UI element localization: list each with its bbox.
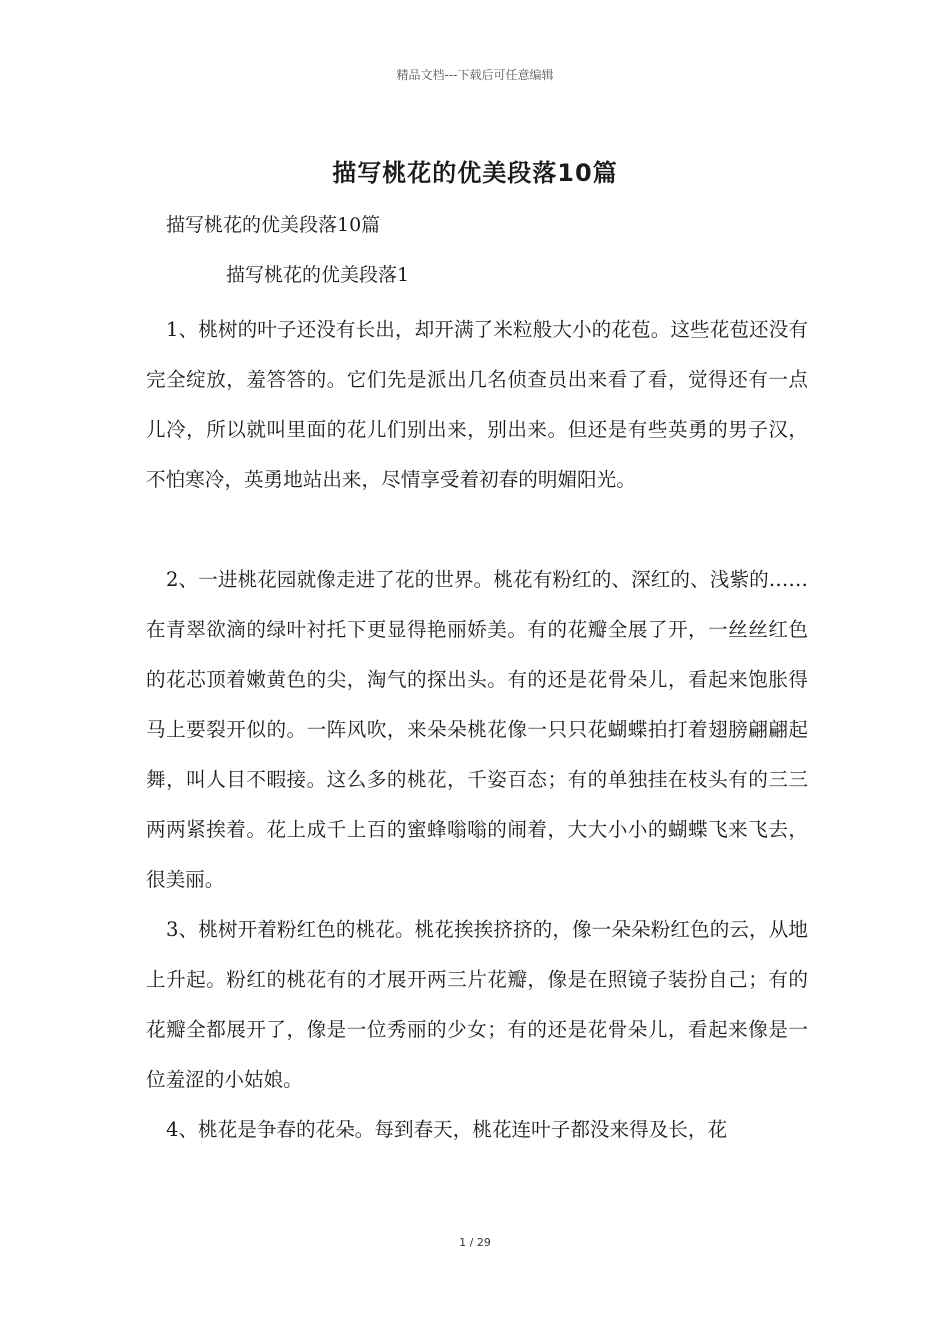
document-subtitle: 描写桃花的优美段落10篇 — [166, 214, 381, 236]
page-number: 1 / 29 — [459, 1236, 491, 1249]
paragraph-1: 1、桃树的叶子还没有长出，却开满了米粒般大小的花苞。这些花苞还没有完全绽放，羞答答的。它们先是派出几名侦查员出来看了看，觉得还有一点儿冷，所以就叫里面的花儿们别出来，别出来。但还是有些英勇的男子汉，不怕寒冷，英勇地站出来，尽情享受着初春的明媚阳光。 — [146, 318, 808, 491]
paragraph-4: 4、桃花是争春的花朵。每到春天，桃花连叶子都没来得及长，花 — [166, 1118, 728, 1141]
section-heading: 描写桃花的优美段落1 — [226, 264, 410, 286]
paragraph-3: 3、桃树开着粉红色的桃花。桃花挨挨挤挤的，像一朵朵粉红色的云，从地上升起。粉红的桃花有的才展开两三片花瓣，像是在照镜子装扮自己；有的花瓣全都展开了，像是一位秀丽的少女；有的还是花骨朵儿，看起来像是一位羞涩的小姑娘。 — [146, 918, 808, 1091]
body-text — [146, 305, 808, 1155]
document-title: 描写桃花的优美段落10篇 — [332, 159, 618, 187]
paragraph-2: 2、一进桃花园就像走进了花的世界。桃花有粉红的、深红的、浅紫的……在青翠欲滴的绿叶衬托下更显得艳丽娇美。有的花瓣全展了开，一丝丝红色的花芯顶着嫩黄色的尖，淘气的探出头。有的还是花骨朵儿，看起来饱胀得马上要裂开似的。一阵风吹，来朵朵桃花像一只只花蝴蝶拍打着翅膀翩翩起舞，叫人目不暇接。这么多的桃花，千姿百态；有的单独挂在枝头有的三三两两紧挨着。花上成千上百的蜜蜂嗡嗡的闹着，大大小小的蝴蝶飞来飞去，很美丽。 — [146, 568, 808, 891]
page-header: 精品文档---下载后可任意编辑 — [396, 68, 554, 82]
